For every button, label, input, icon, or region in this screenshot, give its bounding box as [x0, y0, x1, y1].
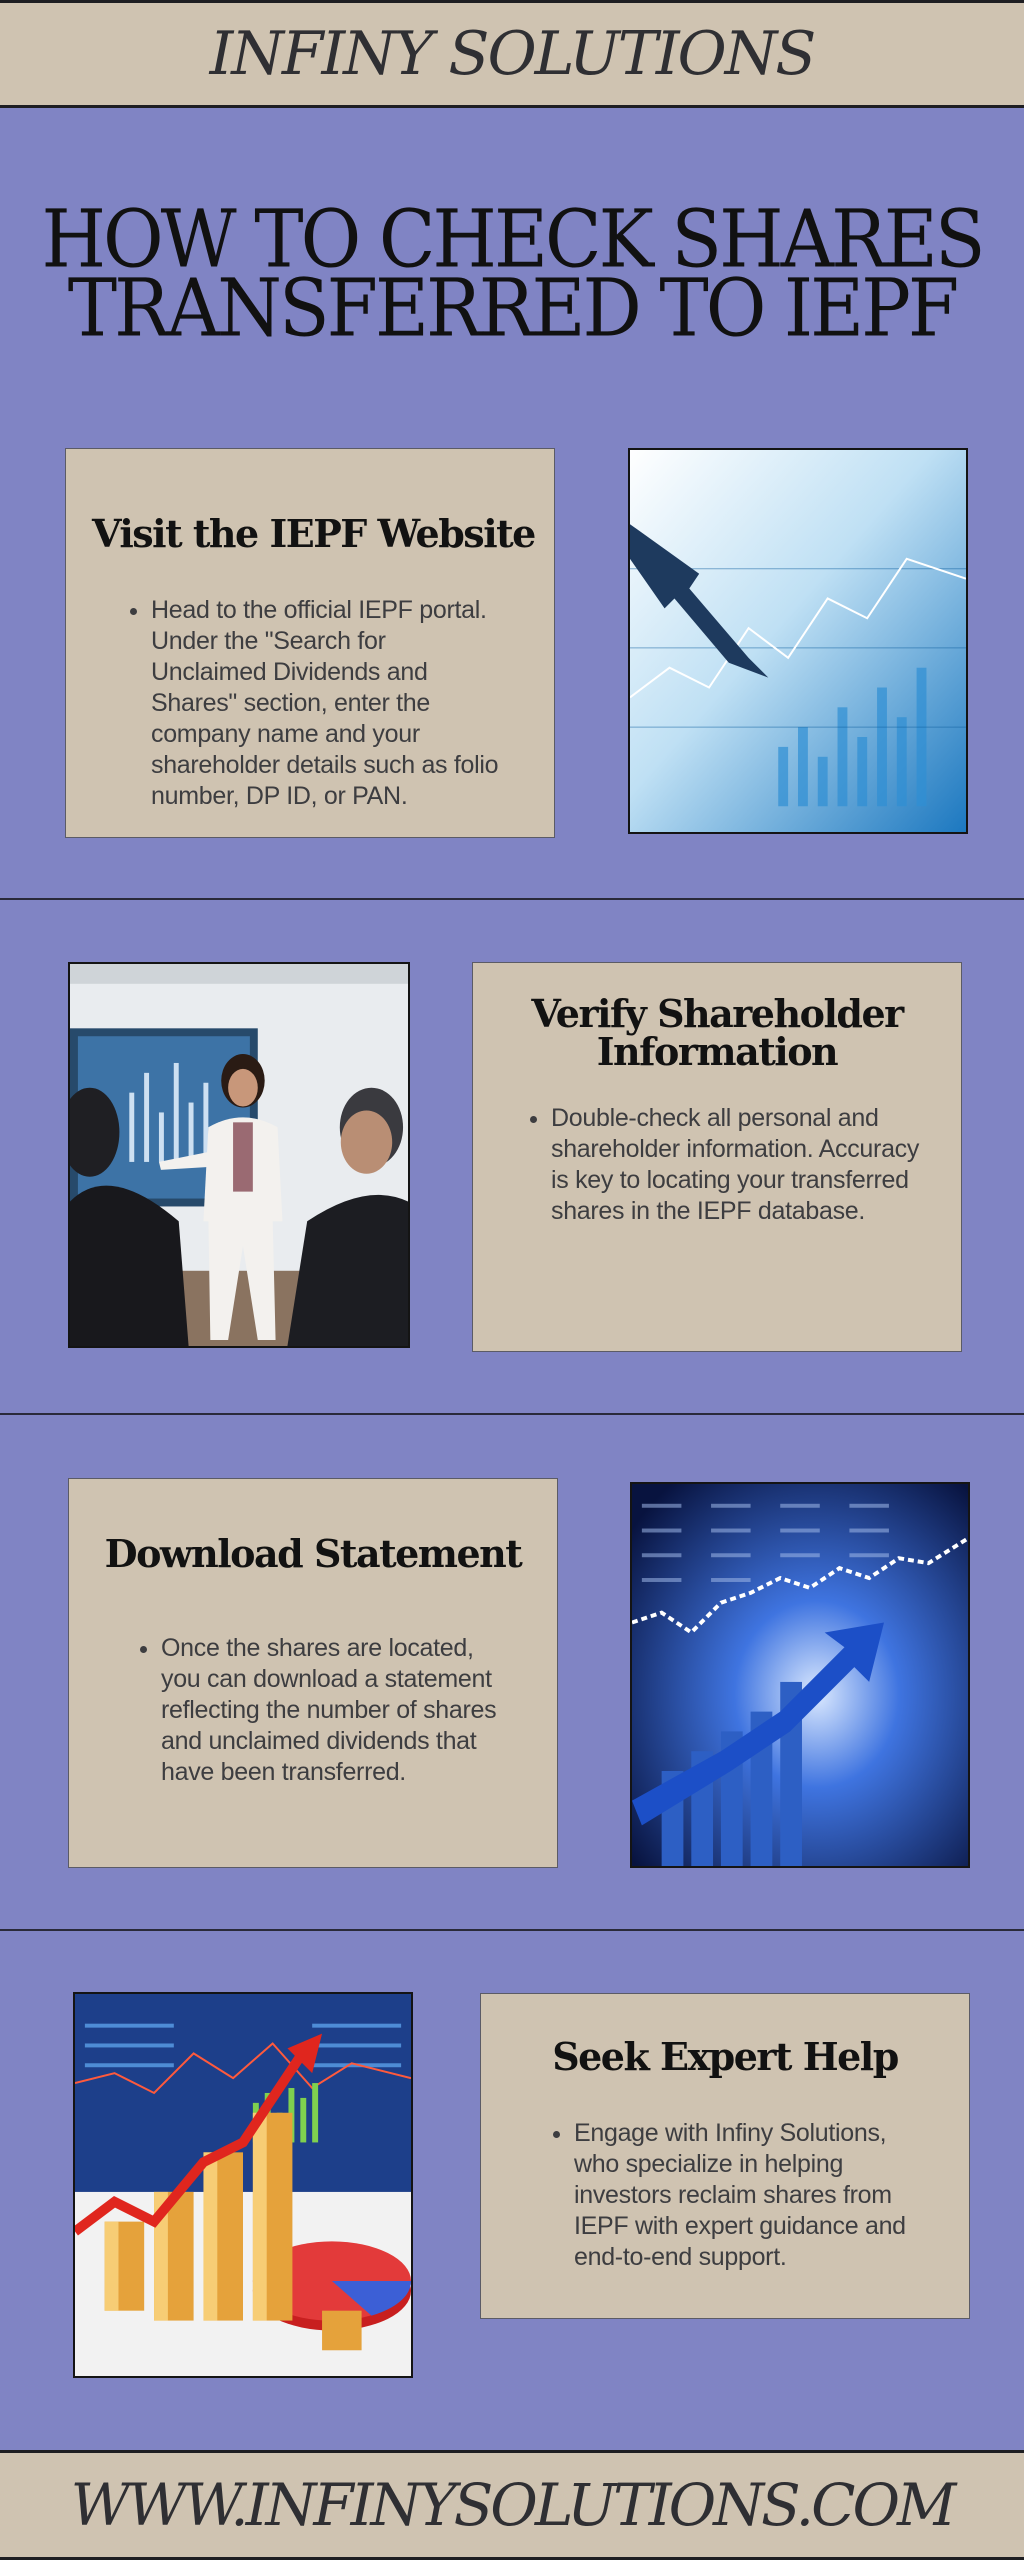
page-title [0, 193, 1024, 355]
step-heading: Seek Expert Help [552, 2034, 898, 2079]
step-bullet-list [481, 2118, 969, 2273]
header-band [0, 0, 1024, 108]
title-line-1: HOW TO CHECK SHARES [41, 193, 983, 286]
title-line-2: TRANSFERRED TO IEPF [67, 262, 957, 355]
section-divider [0, 1929, 1024, 1931]
section-divider [0, 1413, 1024, 1415]
step-card-expert-help [480, 1993, 970, 2319]
website-link[interactable]: WWW.INFINYSOLUTIONS.COM [70, 2471, 954, 2539]
step-heading [473, 991, 961, 1074]
blue-growth-arrow-photo [630, 1482, 970, 1868]
step-card-visit-website [65, 448, 555, 838]
step-bullet: • Double-check all personal and shareholder information. Accuracy is key to locating your transferred shares in the IEPF database. [551, 1103, 921, 1227]
step-heading: Download Statement [104, 1531, 522, 1576]
step-card-download-statement [68, 1478, 558, 1868]
brand-name: INFINY SOLUTIONS [209, 19, 815, 89]
step-bullet-list [473, 1103, 961, 1227]
step-bullet: • Engage with Infiny Solutions, who specialize in helping investors reclaim shares from IEPF with expert guidance and end-to-end support. [574, 2118, 929, 2273]
step-card-verify-info [472, 962, 962, 1352]
presenter-meeting-photo [68, 962, 410, 1348]
step-bullet-list [66, 595, 554, 812]
step-bullet-list [69, 1633, 557, 1788]
section-divider [0, 898, 1024, 900]
step-heading-line-1: Verify Shareholder [531, 991, 903, 1036]
step-bullet: • Once the shares are located, you can download a statement reflecting the number of shares and unclaimed dividends that have been transferred. [161, 1633, 517, 1788]
step-bullet: • Head to the official IEPF portal. Under the "Search for Unclaimed Dividends and Shares" section, enter the company name and your shareholder details such as folio number, DP ID, or PAN. [151, 595, 504, 812]
step-heading: Visit the IEPF Website [92, 511, 535, 556]
step-heading-line-2: Information [596, 1029, 838, 1074]
footer-band [0, 2450, 1024, 2560]
gold-bar-chart-photo [73, 1992, 413, 2378]
stock-chart-arrow-down-photo [628, 448, 968, 834]
